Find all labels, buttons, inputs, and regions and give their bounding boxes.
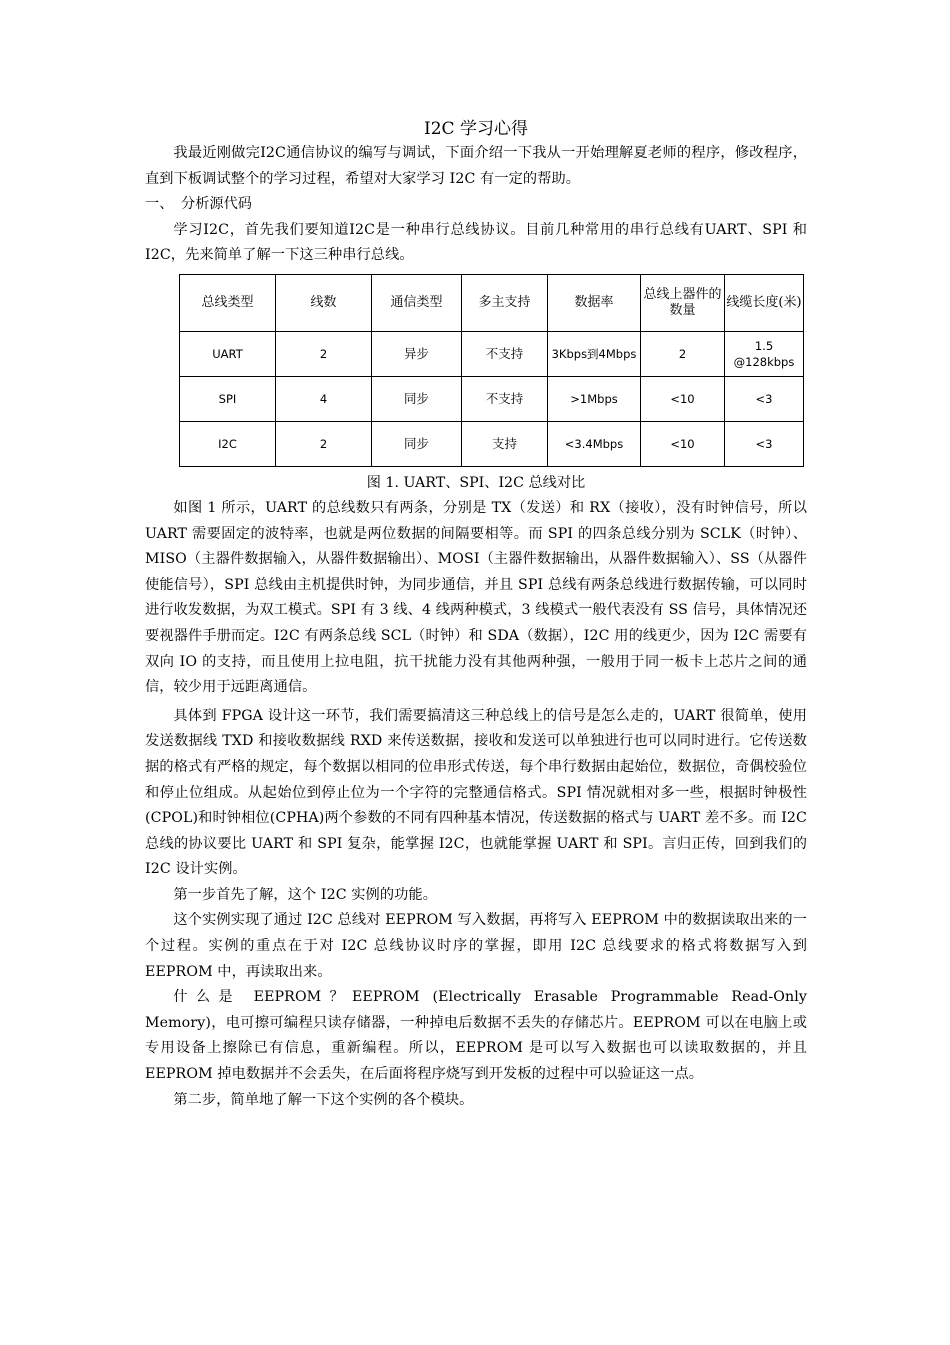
table-cell: 4 — [276, 376, 372, 421]
paragraph-1: 学习I2C，首先我们要知道I2C是一种串行总线协议。目前几种常用的串行总线有UART、SPI 和 I2C，先来简单了解一下这三种串行总线。 — [145, 221, 807, 264]
table-cell: 支持 — [462, 421, 548, 466]
table-header-cell: 数据率 — [548, 274, 641, 331]
table-cell: 2 — [276, 331, 372, 376]
table-cell: UART — [180, 331, 276, 376]
table-cell: 同步 — [372, 376, 462, 421]
table-header-cell: 多主支持 — [462, 274, 548, 331]
table-cell: <3.4Mbps — [548, 421, 641, 466]
document-page — [145, 118, 807, 1113]
table-cell: >1Mbps — [548, 376, 641, 421]
table-cell: 2 — [276, 421, 372, 466]
table-header-cell: 线缆长度(米) — [725, 274, 804, 331]
paragraph-2: 如图 1 所示，UART 的总线数只有两条，分别是 TX（发送）和 RX（接收），没有时钟信号，所以 UART 需要固定的波特率，也就是两位数据的间隔要相等。而 SPI 的四条总线分别为 SCLK（时钟）、MISO（主器件数据输入，从器件数据输出）、MOSI（主器件数据输出，从器件数据输入）、SS（从器件使能信号），SPI 总线由主机提供时钟，为同步通信，并且 SPI 总线有两条总线进行数据传输，可以同时进行收发数据，为双工模式。SPI 有 3 线、4 线两种模式，3 线模式一般代表没有 SS 信号，具体情况还要视器件手册而定。I2C 有两条总线 SCL（时钟）和 SDA（数据），I2C 用的线更少，因为 I2C 需要有双向 IO 的支持，而且使用上拉电阻，抗干扰能力没有其他两种强，一般用于同一板卡上芯片之间的通信，较少用于远距离通信。 — [145, 499, 807, 696]
paragraph-4: 第一步首先了解，这个 I2C 实例的功能。 — [173, 886, 437, 903]
paragraph-5: 这个实例实现了通过 I2C 总线对 EEPROM 写入数据，再将写入 EEPROM 中的数据读取出来的一个过程。实例的重点在于对 I2C 总线协议时序的掌握，即用 I2C 总线要求的格式将数据写入到 EEPROM 中，再读取出来。 — [145, 912, 807, 980]
section-title: 分析源代码 — [181, 196, 252, 213]
section-number: 一、 — [145, 196, 174, 213]
document-title: I2C 学习心得 — [424, 119, 528, 139]
table-row — [180, 421, 804, 466]
table-cell: 不支持 — [462, 331, 548, 376]
table-caption: 图 1. UART、SPI、I2C 总线对比 — [366, 474, 586, 491]
table-header-cell: 通信类型 — [372, 274, 462, 331]
bus-comparison-table — [179, 274, 804, 467]
table-row — [180, 331, 804, 376]
table-cell: 3Kbps到4Mbps — [548, 331, 641, 376]
table-cell: 异步 — [372, 331, 462, 376]
table-cell: <10 — [641, 421, 725, 466]
table-header-cell: 总线上器件的数量 — [641, 274, 725, 331]
table-cell: 1.5 @128kbps — [725, 331, 804, 376]
intro-paragraph: 我最近刚做完I2C通信协议的编写与调试，下面介绍一下我从一开始理解夏老师的程序，修改程序，直到下板调试整个的学习过程，希望对大家学习 I2C 有一定的帮助。 — [145, 145, 807, 187]
section-heading — [145, 192, 807, 218]
paragraph-3: 具体到 FPGA 设计这一环节，我们需要搞清这三种总线上的信号是怎么走的，UART 很简单，使用发送数据线 TXD 和接收数据线 RXD 来传送数据，接收和发送可以单独进行也可以同时进行。它传送数据的格式有严格的规定，每个数据以相同的位串形式传送，每个串行数据由起始位，数据位，奇偶校验位和停止位组成。从起始位到停止位为一个字符的完整通信格式。SPI 情况就相对多一些，根据时钟极性(CPOL)和时钟相位(CPHA)两个参数的不同有四种基本情况，传送数据的格式与 UART 差不多。而 I2C 总线的协议要比 UART 和 SPI 复杂，能掌握 I2C，也就能掌握 UART 和 SPI。言归正传，回到我们的 I2C 设计实例。 — [145, 707, 807, 878]
table-cell: <3 — [725, 376, 804, 421]
paragraph-6: 什么是 EEPROM？EEPROM (Electrically Erasable Programmable Read-Only Memory)，电可擦可编程只读存储器，一种掉电后数据不丢失的存储芯片。EEPROM 可以在电脑上或专用设备上擦除已有信息，重新编程。所以，EEPROM 是可以写入数据也可以读取数据的，并且 EEPROM 掉电数据并不会丢失，在后面将程序烧写到开发板的过程中可以验证这一点。 — [145, 989, 807, 1083]
table-header-cell: 线数 — [276, 274, 372, 331]
table-cell: 不支持 — [462, 376, 548, 421]
table-row — [180, 376, 804, 421]
table-cell: 2 — [641, 331, 725, 376]
paragraph-7: 第二步，简单地了解一下这个实例的各个模块。 — [173, 1091, 474, 1108]
table-cell: <10 — [641, 376, 725, 421]
table-cell: SPI — [180, 376, 276, 421]
table-cell: I2C — [180, 421, 276, 466]
comparison-table-wrapper — [179, 274, 807, 467]
table-header-cell: 总线类型 — [180, 274, 276, 331]
table-header-row — [180, 274, 804, 331]
table-cell: 同步 — [372, 421, 462, 466]
table-cell: <3 — [725, 421, 804, 466]
